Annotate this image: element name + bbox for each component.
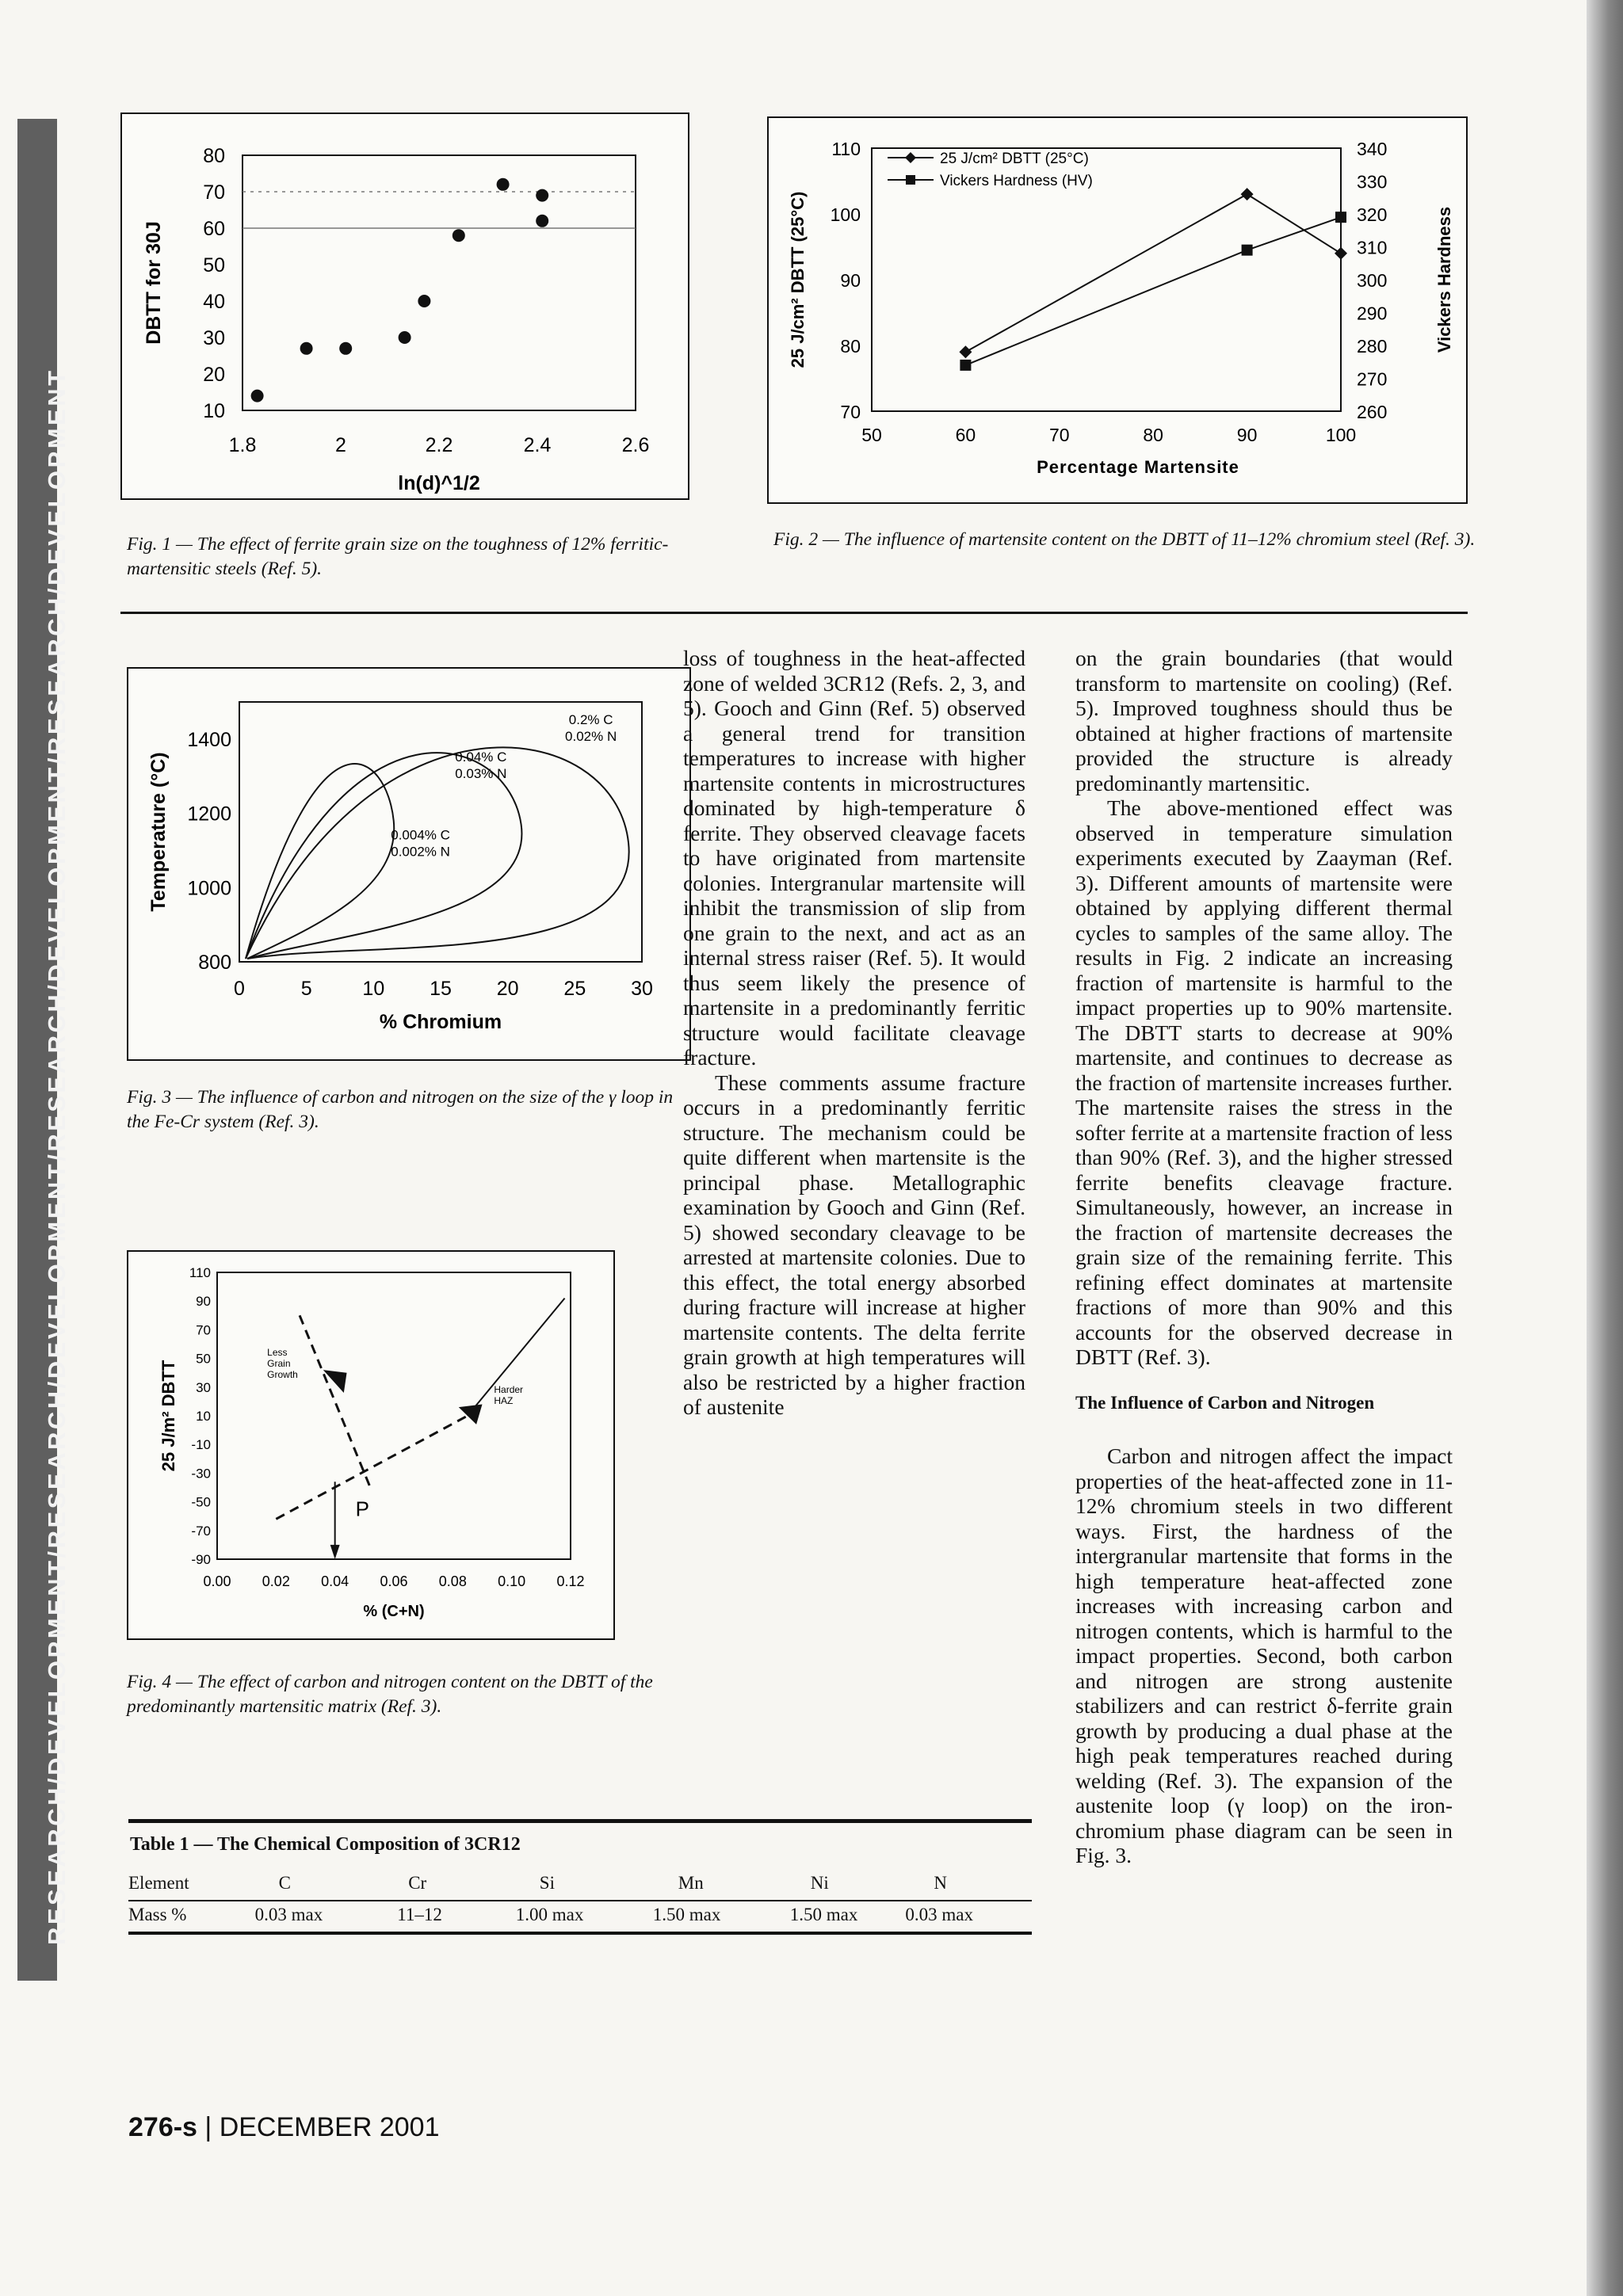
footer-separator: | [197,2112,220,2142]
y-tick-label: -90 [191,1552,211,1567]
legend-marker [906,175,915,185]
data-point [1241,188,1254,200]
legend-label: 25 J/cm² DBTT (25°C) [940,151,1089,167]
figure-1-caption: Fig. 1 — The effect of ferrite grain size on the toughness of 12% ferritic-martensitic steels (Ref. 5). [127,534,669,579]
x-tick-label: 2.4 [523,434,552,456]
x-tick-label: 10 [362,978,385,1000]
x-axis-label: ln(d)^1/2 [398,472,480,494]
data-point [536,215,548,227]
x-tick-label: 0.04 [321,1573,349,1589]
x-tick-label: 0.10 [498,1573,526,1589]
y2-tick-label: 260 [1357,402,1388,422]
y-tick-label: 110 [189,1265,211,1280]
loop-annotation: 0.002% N [391,844,450,860]
y-tick-label: 30 [196,1379,211,1395]
figure-2-caption: Fig. 2 — The influence of martensite content on the DBTT of 11–12% chromium steel (Ref. 3). [773,529,1476,550]
table-header-cell: Mn [678,1873,704,1893]
loop-annotation: 0.2% C [568,712,613,728]
y-tick-label: -70 [191,1523,211,1539]
x-tick-label: 2 [335,434,346,456]
table-cell: Mass % [128,1905,187,1924]
series-line [965,217,1341,365]
table-cell: 1.00 max [515,1905,584,1924]
x-tick-label: 0.02 [262,1573,290,1589]
data-point [339,342,352,355]
x-tick-label: 80 [1143,425,1163,445]
y2-tick-label: 270 [1357,368,1388,390]
x-tick-label: 30 [631,978,653,1000]
y-tick-label: 10 [196,1409,211,1424]
data-point [1335,212,1346,223]
figure-4-caption: Fig. 4 — The effect of carbon and nitrogen content on the DBTT of the predominantly martensitic matrix (Ref. 3). [127,1672,653,1717]
y-tick-label: -30 [191,1466,211,1482]
data-point [959,345,972,358]
loop-annotation: 0.02% N [565,729,617,745]
data-point [1242,245,1253,256]
x-tick-label: 90 [1236,425,1258,445]
y-tick-label: 1400 [187,728,231,751]
loop-annotation: 0.04% C [455,749,507,765]
data-point [497,178,510,191]
y-axis-label: 25 J/cm² DBTT (25°C) [788,191,808,368]
x-axis-label: % Chromium [379,1011,502,1033]
y2-tick-label: 300 [1357,270,1388,291]
arrow-head [330,1545,340,1559]
figure-2 [767,116,1468,504]
x-axis-label: % (C+N) [363,1603,425,1620]
y-tick-label: -50 [191,1494,211,1510]
fig4-chart [128,1252,613,1638]
y-tick-label: 1200 [187,803,231,826]
table-title: Table 1 — The Chemical Composition of 3CR12 [130,1834,521,1855]
x-tick-label: 0.08 [438,1573,467,1589]
col1-paragraph-1: loss of toughness in the heat-affected zone of welded 3CR12 (Refs. 2, 3, and 5). Gooch and Ginn (Ref. 5) observed a general trend for transition temperatures to increase with higher martensite contents in microstructures dominated by high-temperature δ ferrite. They observed cleavage facets to have originated from martensite colonies. Intergranular martensite will inhibit the transmission of slip from one grain to the next, and act as an internal stress raiser (Ref. 5). It would thus seem likely the presence of martensite in a predominantly ferritic structure would facilitate cleavage fracture. [683,646,1025,1070]
page-number: 276-s [128,2112,197,2142]
y2-tick-label: 320 [1357,204,1388,225]
x-tick-label: 50 [861,425,882,445]
y-axis-label: 25 J/m² DBTT [158,1360,178,1472]
arrow-head [459,1405,483,1425]
y-tick-label: 50 [196,1351,211,1367]
y-tick-label: 40 [203,291,225,313]
y-tick-label: 10 [203,400,225,422]
plot-frame [242,155,636,410]
x-tick-label: 0.06 [380,1573,408,1589]
table-cell: 1.50 max [789,1905,858,1924]
trend-line [276,1416,468,1519]
fig2-chart [769,118,1466,502]
y-tick-label: 30 [203,327,225,349]
data-point [536,189,548,202]
y-tick-label: -10 [191,1437,211,1453]
x-tick-label: 2.6 [621,434,650,456]
data-point [399,331,411,344]
y-tick-label: 60 [203,218,225,240]
y-tick-label: 70 [203,181,225,204]
chart-annotation: Grain [267,1357,291,1369]
col2-paragraph-3: Carbon and nitrogen affect the impact properties of the heat-affected zone in 11-12% chromium steels in two different ways. First, the hardness of the intergranular martensite that forms in the high temperature heat-affected zone increases with increasing carbon and nitrogen contents, which is harmful to the impact properties. Second, both carbon and nitrogen are strong austenite stabilizers and can restrict δ-ferrite grain growth by producing a dual phase at the high peak temperatures reached during welding (Ref. 3). The expansion of the austenite loop (γ loop) on the iron-chromium phase diagram can be seen in Fig. 3. [1075,1444,1453,1867]
gamma-loop-curve [246,764,394,959]
data-point [1335,247,1347,260]
section-heading: The Influence of Carbon and Nitrogen [1075,1392,1375,1413]
x-tick-label: 15 [430,978,452,1000]
figure-4 [127,1250,615,1640]
x-tick-label: 60 [955,425,976,445]
table-header-cell: Ni [810,1873,829,1893]
plot-frame [217,1272,571,1559]
table-cell: 0.03 max [254,1905,323,1924]
table-cell: 0.03 max [905,1905,973,1924]
x-tick-label: 0.00 [203,1573,231,1589]
fig3-chart [128,669,689,1059]
y-tick-label: 70 [840,402,861,422]
y-tick-label: 100 [830,204,861,225]
chart-annotation: Growth [267,1368,298,1380]
y-tick-label: 50 [203,254,225,277]
gamma-loop-curve [246,753,521,959]
chart-annotation: Less [267,1346,288,1358]
table-cell: 11–12 [397,1905,442,1924]
figure-1 [120,113,689,500]
loop-annotation: 0.004% C [391,827,450,843]
chart-annotation: HAZ [494,1395,514,1407]
data-point [251,390,264,402]
table-header-cell: Si [539,1873,555,1893]
x-tick-label: 25 [563,978,586,1000]
chart-annotation: P [355,1497,370,1521]
text-column-2 [1075,646,1453,1868]
trend-line [300,1315,370,1487]
y-tick-label: 800 [198,952,231,974]
table-row [128,1901,1032,1928]
y-axis-label: Temperature (°C) [147,752,170,912]
data-point [960,360,971,371]
x-tick-label: 1.8 [228,434,257,456]
y-tick-label: 90 [196,1294,211,1310]
y2-tick-label: 340 [1357,139,1388,159]
figure-3 [127,667,691,1061]
data-point [300,342,313,355]
fig1-chart [122,114,688,498]
y-axis-label: DBTT for 30J [143,221,165,345]
y-tick-label: 80 [840,336,861,357]
y2-tick-label: 310 [1357,237,1388,258]
x-tick-label: 0.12 [556,1573,585,1589]
sidebar-label: RESEARCH/DEVELOPMENT/RESEARCH/DEVELOPMENT/RESEARCH/DEVELOPMENT/RESEARCH/DEVELOPMENT [43,368,71,1945]
table-header-cell: N [934,1873,947,1893]
composition-table [128,1870,1032,1928]
y-tick-label: 80 [203,145,225,167]
x-tick-label: 100 [1325,425,1357,445]
text-column-1 [683,646,1025,1420]
col1-paragraph-2: These comments assume fracture occurs in a predominantly ferritic structure. The mechanism could be quite different when martensite is the principal phase. Metallographic examination by Gooch and Ginn (Ref. 5) showed secondary cleavage to be arrested at martensite colonies. Due to this effect, the total energy absorbed during fracture will increase at higher martensite contents. The delta ferrite grain growth at high temperatures will also be restricted by a higher fraction of austenite [683,1070,1025,1419]
loop-annotation: 0.03% N [455,765,507,781]
table-header-row [128,1870,1032,1897]
x-tick-label: 0 [234,978,245,1000]
y-tick-label: 1000 [187,877,231,900]
top-rule [120,612,1468,614]
x-tick-label: 5 [300,978,312,1000]
page-edge-shadow [1587,0,1623,2296]
y-tick-label: 20 [203,364,225,386]
issue-date: DECEMBER 2001 [219,2112,440,2142]
y2-tick-label: 280 [1357,336,1388,357]
x-tick-label: 20 [496,978,519,1000]
table-header-cell: C [278,1873,291,1893]
y2-tick-label: 330 [1357,171,1388,193]
data-point [453,229,465,242]
table-cell: 1.50 max [652,1905,721,1924]
trend-line [468,1299,565,1416]
table-header-cell: Cr [408,1873,427,1893]
legend-marker [905,152,916,163]
x-axis-label: Percentage Martensite [1037,457,1239,477]
y-tick-label: 90 [840,270,861,291]
chart-annotation: Harder [494,1384,524,1396]
series-line [965,194,1341,352]
data-point [418,295,430,307]
col2-paragraph-2: The above-mentioned effect was observed in temperature simulation experiments executed by Zaayman (Ref. 3). Different amounts of martensite were obtained by applying different thermal cycles to samples of the same alloy. The results in Fig. 2 indicate an increasing fraction of martensite is harmful to the impact properties up to 90% martensite. The DBTT starts to decrease at 90% martensite, and continues to decrease as the fraction of martensite increases further. The martensite raises the stress in the softer ferrite at a martensite fraction of less than 90% (Ref. 3), and the higher stressed ferrite benefits cleavage fracture. Simultaneously, however, an increase in the fraction of martensite decreases the grain size of the remaining ferrite. This refining effect dominates at martensite fractions of more than 90% and this accounts for the observed decrease in DBTT (Ref. 3). [1075,795,1453,1369]
x-tick-label: 2.2 [425,434,453,456]
x-tick-label: 70 [1049,425,1070,445]
table-top-rule [128,1819,1032,1823]
page-footer [128,2112,439,2143]
legend-label: Vickers Hardness (HV) [940,173,1093,189]
table-1 [128,1819,1032,1935]
table-header-cell: Element [128,1873,189,1893]
y2-tick-label: 290 [1357,303,1388,324]
table-bottom-rule [128,1932,1032,1935]
y-tick-label: 70 [196,1322,211,1338]
col2-paragraph-1: on the grain boundaries (that would transform to martensite on cooling) (Ref. 5). Improved toughness should thus be obtained at higher fractions of martensite provided the structure is already predominantly martensitic. [1075,646,1453,795]
y-tick-label: 110 [831,139,861,159]
figure-3-caption: Fig. 3 — The influence of carbon and nitrogen on the size of the γ loop in the Fe-Cr system (Ref. 3). [127,1087,674,1132]
y2-axis-label: Vickers Hardness [1434,206,1454,353]
